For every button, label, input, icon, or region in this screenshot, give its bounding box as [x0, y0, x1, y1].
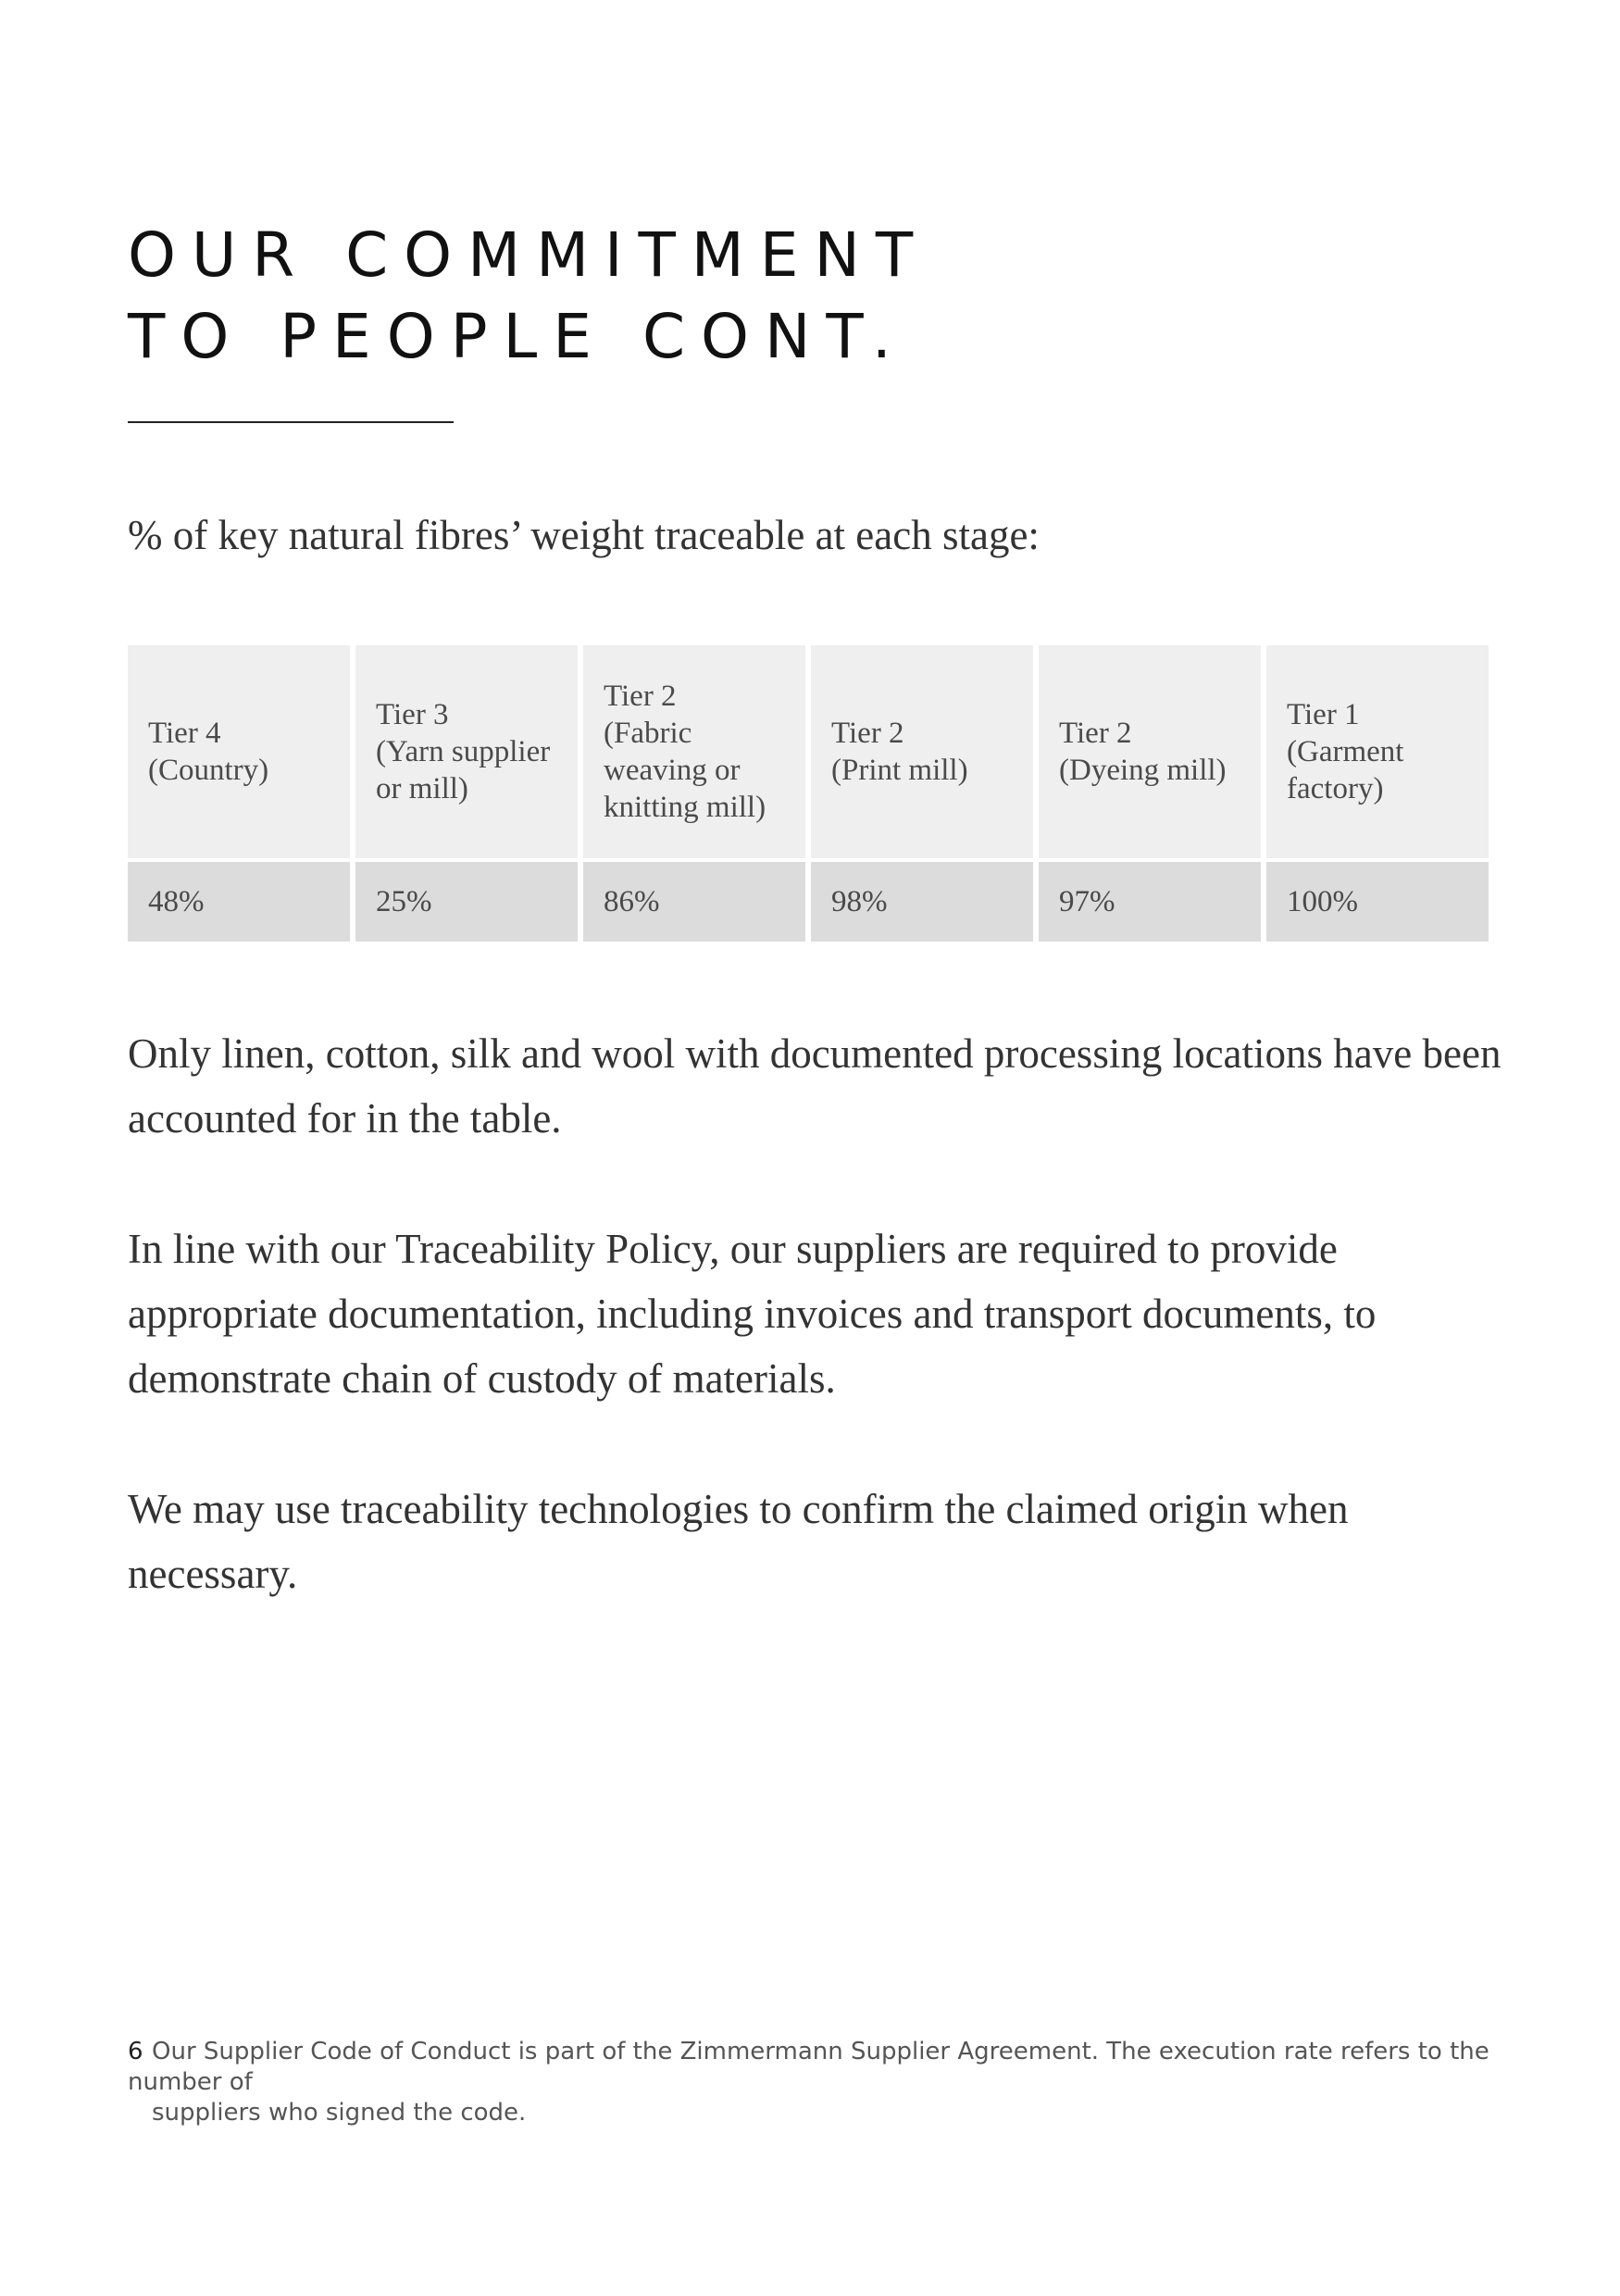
table-header-cell [355, 645, 578, 858]
header-line: knitting mill) [604, 791, 766, 824]
header-line: (Print mill) [831, 754, 968, 787]
table-header-cell [1039, 645, 1261, 858]
table-header-cell [583, 645, 805, 858]
table-header-cell [811, 645, 1033, 858]
table-intro: % of key natural fibres’ weight traceable at each stage: [128, 512, 1040, 558]
title-underline [128, 421, 454, 423]
table-cell: 48% [128, 862, 350, 942]
table-header-cell [128, 645, 350, 858]
paragraph-scope: Only linen, cotton, silk and wool with documented processing locations have been accounted for in the table. [128, 1030, 1502, 1142]
paragraph-technologies: We may use traceability technologies to confirm the claimed origin when necessary. [128, 1486, 1349, 1597]
header-line: (Dyeing mill) [1059, 754, 1227, 787]
header-line: Tier 2 [1059, 717, 1132, 750]
table-header-cell [1266, 645, 1489, 858]
header-line: factory) [1287, 772, 1384, 805]
table-row [128, 862, 1489, 942]
traceability-table [122, 642, 1494, 945]
footnote-line-2: suppliers who signed the code. [152, 2099, 527, 2127]
table-cell: 98% [811, 862, 1033, 942]
header-line: (Yarn supplier [376, 735, 551, 768]
header-line: Tier 4 [148, 717, 221, 750]
footnote-line-1: Our Supplier Code of Conduct is part of the Zimmermann Supplier Agreement. The execution rate refers to the number of [128, 2038, 1489, 2096]
page-title-line-2: TO PEOPLE CONT. [128, 301, 907, 372]
footnote [128, 2037, 1516, 2128]
header-line: Tier 3 [376, 698, 449, 731]
table-header-row [128, 645, 1489, 858]
paragraph-policy: In line with our Traceability Policy, our suppliers are required to provide appropriate documentation, including invoices and transport documents, to demonstrate chain of custody of materials. [128, 1226, 1377, 1402]
header-line: Tier 2 [831, 717, 904, 750]
table-cell: 97% [1039, 862, 1261, 942]
header-line: Tier 1 [1287, 698, 1360, 731]
header-line: (Garment [1287, 735, 1404, 768]
header-line: Tier 2 [604, 680, 677, 713]
table-cell: 25% [355, 862, 578, 942]
footnote-number: 6 [128, 2038, 143, 2065]
header-line: weaving or [604, 754, 741, 787]
page-title-line-1: OUR COMMITMENT [128, 219, 929, 291]
table-cell: 100% [1266, 862, 1489, 942]
page-title [128, 215, 928, 378]
header-line: (Country) [148, 754, 269, 787]
header-line: or mill) [376, 772, 468, 805]
header-line: (Fabric [604, 717, 692, 750]
table-cell: 86% [583, 862, 805, 942]
